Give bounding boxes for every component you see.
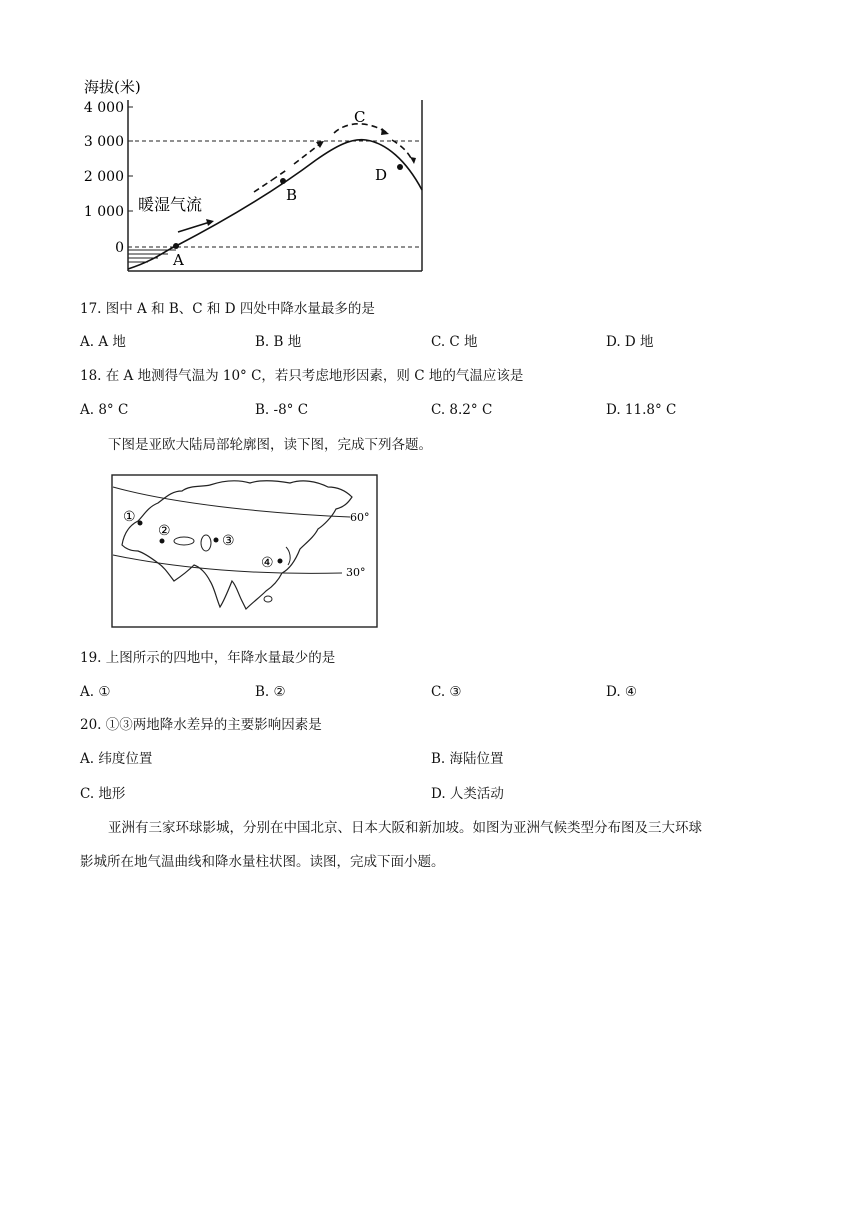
q19-option-c[interactable]: C. ③	[431, 684, 462, 700]
map-frame	[112, 475, 377, 627]
y-tick-label: 2 000	[83, 169, 124, 185]
point-a-marker	[173, 243, 179, 249]
location-3-marker	[214, 538, 219, 543]
location-4-label: ④	[261, 555, 274, 571]
question-17-stem: 17. 图中 A 和 B、C 和 D 四处中降水量最多的是	[80, 301, 375, 317]
q17-option-c[interactable]: C. C 地	[431, 334, 478, 350]
q19-option-a[interactable]: A. ①	[80, 684, 111, 700]
terrain-profile-figure	[76, 70, 436, 280]
point-a-label: A	[173, 251, 184, 269]
y-tick-label: 3 000	[83, 134, 124, 150]
location-4-marker	[278, 559, 283, 564]
q20-option-d[interactable]: D. 人类活动	[431, 786, 504, 802]
q19-option-b[interactable]: B. ②	[255, 684, 286, 700]
q17-option-a[interactable]: A. A 地	[80, 334, 126, 350]
question-20-stem: 20. ①③两地降水差异的主要影响因素是	[80, 717, 322, 733]
point-d-marker	[397, 164, 403, 170]
q20-option-c[interactable]: C. 地形	[80, 786, 126, 802]
eurasia-map-figure	[110, 473, 380, 630]
point-d-label: D	[375, 166, 388, 184]
q17-option-b[interactable]: B. B 地	[255, 334, 302, 350]
point-b-label: B	[286, 186, 298, 204]
q18-option-b[interactable]: B. -8° C	[255, 402, 309, 418]
y-tick-label: 0	[115, 240, 124, 256]
y-tick-label: 1 000	[83, 204, 124, 220]
q18-option-c[interactable]: C. 8.2° C	[431, 402, 493, 418]
location-1-label: ①	[123, 509, 136, 525]
q19-option-d[interactable]: D. ④	[606, 684, 638, 700]
q20-option-a[interactable]: A. 纬度位置	[80, 751, 153, 767]
q18-option-a[interactable]: A. 8° C	[80, 402, 129, 418]
intro-paragraph-map: 下图是亚欧大陆局部轮廓图，读下图，完成下列各题。	[108, 437, 432, 453]
q20-option-b[interactable]: B. 海陆位置	[431, 751, 504, 767]
location-2-label: ②	[158, 523, 171, 539]
question-18-stem: 18. 在 A 地测得气温为 10° C，若只考虑地形因素，则 C 地的气温应该是	[80, 368, 524, 384]
location-1-marker	[138, 521, 143, 526]
intro-paragraph-climate-line2: 影城所在地气温曲线和降水量柱状图。读图，完成下面小题。	[80, 854, 445, 870]
location-3-label: ③	[222, 533, 235, 549]
latitude-60-label: 60°	[350, 511, 370, 524]
q17-option-d[interactable]: D. D 地	[606, 334, 654, 350]
location-2-marker	[160, 539, 165, 544]
point-c-label: C	[354, 108, 366, 126]
intro-paragraph-climate-line1: 亚洲有三家环球影城，分别在中国北京、日本大阪和新加坡。如图为亚洲气候类型分布图及三大环球	[108, 820, 702, 836]
question-19-stem: 19. 上图所示的四地中，年降水量最少的是	[80, 650, 336, 666]
y-axis-label: 海拔(米)	[84, 78, 141, 96]
y-tick-label: 4 000	[83, 100, 124, 116]
latitude-30-label: 30°	[346, 566, 366, 579]
point-b-marker	[280, 178, 286, 184]
q18-option-d[interactable]: D. 11.8° C	[606, 402, 677, 418]
airflow-label: 暖湿气流	[138, 195, 203, 214]
